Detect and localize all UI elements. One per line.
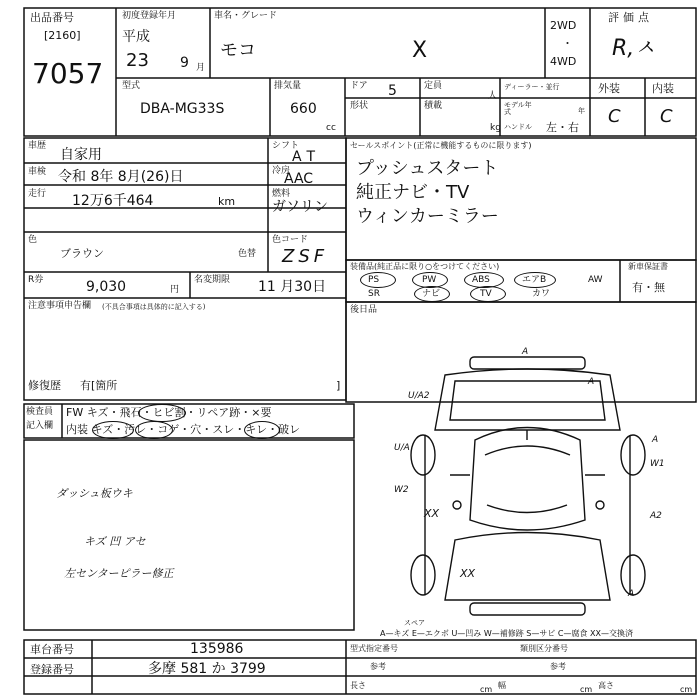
color-code-value: ZSF [282, 246, 329, 267]
spare-label: スペア [404, 619, 425, 627]
rating-label: 評価点 [608, 11, 653, 24]
inspector-row-2: 内装 キズ・汚レ・コゲ・穴・スレ・キレ・破レ [66, 423, 301, 436]
use-label: 車歴 [28, 141, 47, 151]
grade: X [412, 38, 428, 63]
equip-leather: カワ [532, 289, 551, 299]
scratch-circle [92, 421, 134, 439]
capacity-label: 定員 [424, 81, 443, 91]
airbag-circle [514, 272, 556, 288]
height-label: 高さ [598, 681, 614, 690]
first-reg-label: 初度登録年月 [122, 11, 177, 21]
fuel-value: ガソリン [272, 199, 328, 215]
shift-label: シフト [272, 141, 300, 151]
recycle-value: 9,030 [86, 279, 127, 295]
model-name: モコ [220, 40, 256, 61]
displacement-unit: cc [326, 123, 336, 133]
inspection-label: 車検 [28, 167, 47, 177]
type-label: 型式 [122, 81, 141, 91]
drive-2wd: 2WD [550, 19, 577, 32]
wear-circle [244, 421, 280, 439]
stain-circle [135, 421, 173, 439]
lot-sub: [2160] [44, 29, 81, 42]
chip-circle [138, 404, 186, 422]
cm-1: cm [480, 685, 493, 694]
model-label: 車名・グレード [214, 11, 278, 21]
mark-a-3: A [652, 435, 659, 445]
note-3: 左センターピラー修正 [64, 567, 174, 580]
class-label: 類別区分番号 [520, 644, 568, 653]
mileage-unit: km [218, 195, 236, 208]
shape-label: 形状 [350, 101, 369, 111]
year: 23 [126, 50, 149, 71]
repair-close: ] [336, 379, 341, 392]
load-unit: kg [490, 123, 501, 133]
mark-ua: U/A [394, 443, 410, 453]
equip-navi: ナビ [422, 289, 441, 299]
note-2: キズ 凹 アセ [84, 535, 146, 548]
displacement-value: 660 [290, 101, 317, 117]
doors-value: 5 [388, 83, 397, 99]
mark-w1: W1 [650, 459, 665, 469]
repair-value: 有[箇所 [80, 379, 118, 392]
handle-label: ハンドル [504, 123, 532, 131]
lot-label: 出品番号 [30, 11, 74, 24]
capacity-unit: 人 [488, 91, 498, 101]
equip-sr: SR [368, 289, 380, 299]
mark-w2: W2 [394, 485, 409, 495]
doors-label: ドア [350, 81, 368, 91]
tax-cert-value: 有・無 [632, 281, 665, 294]
mark-a2: A2 [650, 511, 662, 521]
interior-grade: C [660, 106, 673, 127]
drive-4wd: 4WD [550, 55, 577, 68]
mark-xx-2: XX [460, 567, 476, 580]
ps-circle [360, 272, 396, 288]
model-year-label: モデル年式 [504, 101, 532, 116]
equip-tv: TV [480, 289, 492, 299]
tax-cert-label: 新車保証書 [628, 262, 668, 271]
mileage-label: 走行 [28, 189, 47, 199]
exterior-grade: C [608, 106, 621, 127]
interior-label: 内装 [652, 82, 674, 95]
plate-value: 多摩 581 か 3799 [148, 661, 266, 677]
mark-a-2: A [588, 377, 595, 387]
inspection-value: 令和 8年 8月(26)日 [58, 169, 184, 185]
inspector-label-2: 記入欄 [26, 421, 54, 431]
recycle-label: R券 [28, 275, 44, 285]
length-label: 長さ [350, 681, 366, 690]
mark-a-1: A [522, 347, 529, 357]
exterior-label: 外装 [598, 82, 620, 95]
color-value: ブラウン [60, 247, 104, 260]
color-code-label: 色コード [272, 235, 309, 245]
mark-xx-1: XX [424, 507, 440, 520]
lot-number: 7057 [32, 57, 104, 90]
ac-value: AAC [284, 171, 314, 187]
paint-label: 色替 [238, 249, 257, 259]
equip-pw: PW [422, 275, 437, 285]
drive-dot: ・ [562, 37, 573, 50]
era: 平成 [122, 29, 150, 45]
tax-label: 名変期限 [194, 275, 231, 285]
color-label: 色 [28, 235, 38, 245]
mark-ua2: U/A2 [408, 391, 430, 401]
use-value: 自家用 [60, 147, 102, 163]
selling-points-label: セールスポイント(正常に機能するものに限ります) [350, 141, 532, 150]
inspector-label-1: 検査員 [26, 407, 54, 417]
month: 9 [180, 55, 189, 71]
fuel-label: 燃料 [272, 189, 291, 199]
cm-3: cm [680, 685, 693, 694]
selling-point-1: プッシュスタート [356, 158, 499, 179]
equipment-label: 装備品(純正品に限り○をつけてください) [350, 262, 500, 271]
note-1: ダッシュ板ウキ [56, 487, 133, 500]
tax-value: 11 月30日 [258, 279, 327, 295]
notes-label: 注意事項申告欄 [28, 301, 92, 311]
selling-point-3: ウィンカーミラー [356, 206, 499, 227]
repair-label: 修復歴 [28, 379, 61, 392]
plate-label: 登録番号 [30, 663, 74, 676]
width-label: 幅 [498, 681, 506, 690]
navi-circle [414, 286, 450, 302]
equip-ps: PS [368, 275, 380, 285]
displacement-label: 排気量 [274, 81, 302, 91]
ac-label: 冷房 [272, 166, 291, 176]
equip-aw: AW [588, 275, 603, 285]
after-label: 後日品 [350, 305, 378, 315]
notes-sub: (不具合事項は具体的に記入する) [102, 303, 206, 311]
model-year-unit: 年 [578, 107, 585, 115]
recycle-unit: 円 [170, 285, 180, 295]
diagram-legend: A—キズ E—エクボ U—凹み W—補修跡 S—サビ C—腐食 XX—交換済 [380, 629, 634, 638]
load-label: 積載 [424, 101, 443, 111]
equip-airbag: エアB [522, 275, 547, 285]
rating-value: R,ㅅ [612, 36, 656, 61]
dealer-label: ディーラー・並行 [504, 83, 560, 91]
type-value: DBA-MG33S [140, 101, 225, 117]
tv-circle [470, 286, 506, 302]
ref-1: 参考 [370, 662, 386, 671]
shift-value: AT [292, 149, 322, 165]
handle-value: 左・右 [546, 121, 579, 134]
equip-abs: ABS [472, 275, 490, 285]
model-spec-label: 型式指定番号 [350, 644, 398, 653]
selling-point-2: 純正ナビ・TV [356, 182, 470, 203]
chassis-label: 車台番号 [30, 643, 74, 656]
chassis-value: 135986 [190, 641, 244, 657]
cm-2: cm [580, 685, 593, 694]
month-unit: 月 [196, 63, 206, 73]
mileage-value: 12万6千464 [72, 193, 154, 209]
mark-a-4: A [628, 589, 635, 599]
car-damage-diagram [385, 345, 685, 635]
inspector-row-1: FW キズ・飛石・ヒビ割・リペア跡・×要 [66, 406, 272, 419]
ref-2: 参考 [550, 662, 566, 671]
